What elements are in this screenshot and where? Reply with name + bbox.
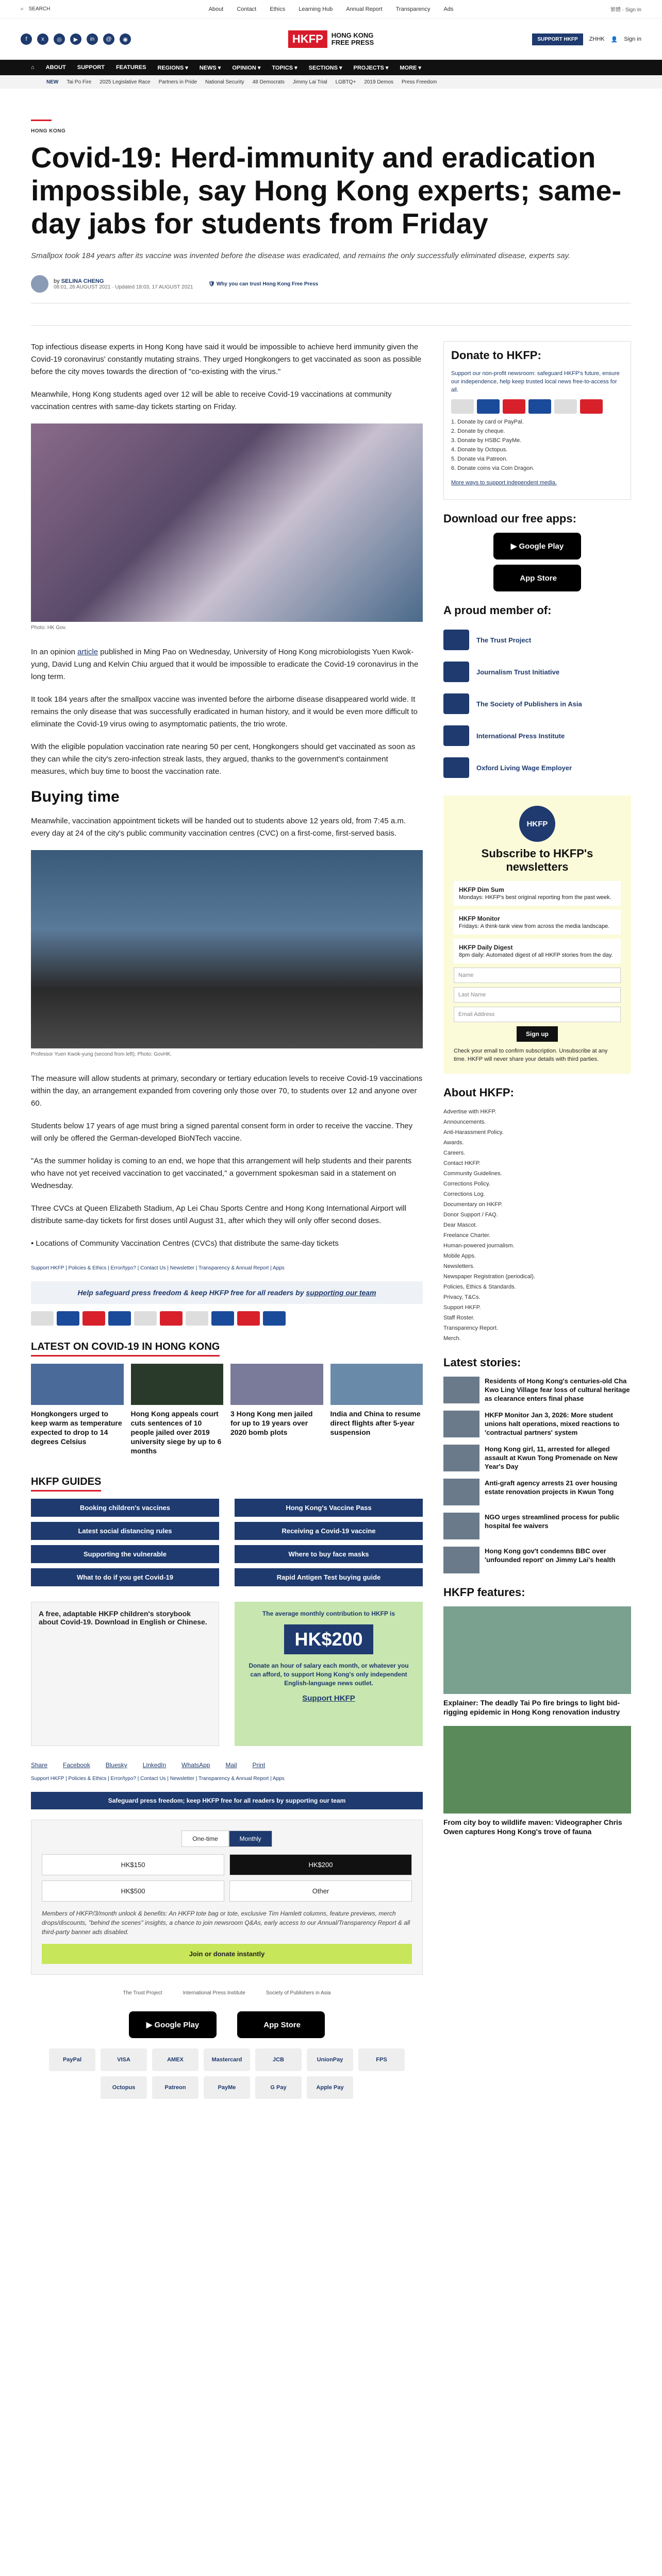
guide-button[interactable]: Receiving a Covid-19 vaccine xyxy=(235,1522,423,1540)
donate-option[interactable]: 1. Donate by card or PayPal. xyxy=(451,419,524,425)
donate-option[interactable]: 2. Donate by cheque. xyxy=(451,428,505,434)
subnav-item[interactable]: Partners in Pride xyxy=(158,79,197,85)
newsletter-note: Check your email to confirm subscription. Unsubscribe at any time. HKFP will never share your details with third parties. xyxy=(454,1048,608,1062)
guide-button[interactable]: Hong Kong's Vaccine Pass xyxy=(235,1499,423,1517)
mast-right xyxy=(532,33,641,45)
thumbnail xyxy=(443,1377,479,1403)
trust-icon: 🛡 xyxy=(208,281,216,287)
trust-logos xyxy=(31,1990,423,1996)
section-title: HKFP GUIDES xyxy=(31,1476,101,1492)
top-left xyxy=(21,6,50,12)
subnav-item[interactable]: Jimmy Lai Trial xyxy=(292,79,327,85)
new-label: NEW xyxy=(46,79,59,85)
footer-links[interactable]: Support HKFP | Policies & Ethics | Error/typo? | Contact Us | Newsletter | Transparency & Annual Report | Apps xyxy=(31,1776,285,1782)
share-facebook[interactable]: Facebook xyxy=(63,1761,90,1769)
widget-title: HKFP features: xyxy=(443,1586,525,1599)
about-link[interactable]: Support HKFP. xyxy=(443,1304,481,1311)
about-link[interactable]: Mobile Apps. xyxy=(443,1253,476,1259)
promo-banners xyxy=(31,1602,423,1746)
top-link-ethics[interactable]: Ethics xyxy=(270,6,286,12)
membership-text: Members of HKFP/3/month unlock & benefits: An HKFP tote bag or tote, exclusive Tim Hamlett columns, feature previews, merch drops/discounts, "behind the scenes" insights, a chance to join newsroom Q&As, early access to our Annual/Transparency Report & all third-party banner ads disabled. xyxy=(42,1910,410,1936)
subnav-item[interactable]: Tai Po Fire xyxy=(67,79,92,85)
amount-option[interactable]: Other xyxy=(229,1880,412,1902)
app-store-button[interactable]: App Store xyxy=(493,565,581,591)
feature-image xyxy=(443,1726,631,1814)
payment-logo: PayPal xyxy=(49,2048,95,2071)
top-bar xyxy=(0,0,662,19)
latest-item[interactable]: India and China to resume direct flights after 5-year suspension xyxy=(330,1364,423,1455)
byline: by SELINA CHENG 08:01, 26 AUGUST 2021 · Updated 18:03, 17 AUGUST 2021 🛡 Why you can trust Hong Kong Free Press xyxy=(31,275,631,293)
about-link[interactable]: Newsletters. xyxy=(443,1263,475,1269)
payment-logo: PayMe xyxy=(204,2076,250,2099)
member-mark-icon xyxy=(443,662,469,682)
feature-item[interactable]: From city boy to wildlife maven: Videographer Chris Owen captures Hong Kong's trove of fauna xyxy=(443,1726,631,1836)
guide-button[interactable]: Supporting the vulnerable xyxy=(31,1545,219,1563)
payment-logo: Apple Pay xyxy=(307,2076,353,2099)
payment-methods xyxy=(31,2048,423,2099)
story-item[interactable]: Hong Kong gov't condemns BBC over 'unfounded report' on Jimmy Lai's health xyxy=(443,1547,631,1573)
thumbnail xyxy=(443,1411,479,1437)
share-print[interactable]: Print xyxy=(252,1761,266,1769)
paragraph: Three CVCs at Queen Elizabeth Stadium, Ap Lei Chau Sports Centre and Hong Kong International Airport will distribute same-day tickets for first doses until August 31, after which they will only offer second doses. xyxy=(31,1204,406,1225)
monthly-option[interactable]: Monthly xyxy=(229,1831,272,1847)
about-link[interactable]: Announcements. xyxy=(443,1119,486,1125)
linkedin-icon[interactable]: in xyxy=(87,33,98,45)
zh-link[interactable]: ZHHK xyxy=(589,36,605,42)
member-logo[interactable]: Oxford Living Wage Employer xyxy=(443,757,631,778)
guide-button[interactable]: What to do if you get Covid-19 xyxy=(31,1568,219,1586)
card-icon xyxy=(134,1311,157,1326)
about-link[interactable]: Policies, Ethics & Standards. xyxy=(443,1284,516,1290)
member-mark-icon xyxy=(443,725,469,746)
card-icon xyxy=(451,399,474,414)
about-link[interactable]: Human-powered journalism. xyxy=(443,1243,515,1249)
card-icon xyxy=(503,399,525,414)
main-nav xyxy=(0,60,662,75)
photo-caption: Professor Yuen Kwok-yung (second from left). Photo: GovHK. xyxy=(31,1052,172,1057)
site-logo[interactable]: HKFP HONG KONG FREE PRESS xyxy=(288,30,374,48)
thumbnail xyxy=(443,1445,479,1471)
donate-option[interactable]: 6. Donate coins via Coin Dragon. xyxy=(451,465,535,471)
about-link[interactable]: Corrections Log. xyxy=(443,1191,485,1197)
section-title: LATEST ON COVID-19 IN HONG KONG xyxy=(31,1341,220,1357)
newsletter-widget xyxy=(443,795,631,1074)
avatar xyxy=(31,275,48,293)
paragraph: Meanwhile, Hong Kong students aged over 12 will be able to receive Covid-19 vaccinations at community vaccination centres with same-day tickets starting on Friday. xyxy=(31,390,392,411)
about-link[interactable]: Donor Support / FAQ. xyxy=(443,1212,498,1218)
paragraph: Students below 17 years of age must bring a signed parental consent form in order to receive the vaccine. They will only be offered the German-developed BioNTech vaccine. xyxy=(31,1122,413,1143)
card-icon xyxy=(477,399,500,414)
frequency-toggle xyxy=(42,1831,412,1847)
member-logo[interactable]: The Society of Publishers in Asia xyxy=(443,693,631,714)
payment-logo: Mastercard xyxy=(204,2048,250,2071)
sidebar xyxy=(443,341,631,2099)
donate-option[interactable]: 5. Donate via Patreon. xyxy=(451,456,508,462)
accent-line xyxy=(31,120,52,121)
thumbnail xyxy=(230,1364,323,1405)
payment-logo: Patreon xyxy=(152,2076,198,2099)
guide-button[interactable]: Booking children's vaccines xyxy=(31,1499,219,1517)
subnav-item[interactable]: National Security xyxy=(205,79,244,85)
rss-icon[interactable]: ◉ xyxy=(120,33,131,45)
top-link-transparency[interactable]: Transparency xyxy=(395,6,431,12)
footer-links[interactable]: Support HKFP | Policies & Ethics | Error/typo? | Contact Us | Newsletter | Transparency & Annual Report | Apps xyxy=(31,1265,285,1271)
about-link[interactable]: Newspaper Registration (periodical). xyxy=(443,1274,535,1280)
donation-promo[interactable]: The average monthly contribution to HKFP is HK$200 Donate an hour of salary each month, or whatever you can afford, to support Hong Kong's only independent English-language news outlet. Support HKFP xyxy=(235,1602,423,1746)
about-link[interactable]: Transparency Report. xyxy=(443,1325,498,1331)
article-link[interactable]: article xyxy=(77,648,98,656)
search-link[interactable]: SEARCH xyxy=(28,6,51,12)
newsletter-option[interactable]: HKFP Daily Digest 8pm daily: Automated digest of all HKFP stories from the day. xyxy=(454,939,621,963)
guide-button[interactable]: Where to buy face masks xyxy=(235,1545,423,1563)
nav-item[interactable]: MORE ▾ xyxy=(400,64,421,71)
author-link[interactable]: SELINA CHENG xyxy=(61,278,104,284)
paragraph: Top infectious disease experts in Hong Kong have said it would be impossible to achieve herd immunity given the Covid-19 coronavirus' constantly mutating strains. They urged Hongkongers to get vaccinated as soon as possible before the city moves towards the direction of "co-existing with the virus." xyxy=(31,343,422,376)
card-icon xyxy=(186,1311,208,1326)
google-play-button[interactable]: ▶ Google Play xyxy=(493,533,581,560)
subnav-item[interactable]: Press Freedom xyxy=(402,79,437,85)
article-photo[interactable] xyxy=(31,850,423,1048)
amount-option[interactable]: HK$500 xyxy=(42,1880,224,1902)
thumbnail xyxy=(443,1479,479,1505)
storybook-promo[interactable]: A free, adaptable HKFP children's storybook about Covid-19. Download in English or Chinese. xyxy=(31,1602,219,1746)
story-item[interactable]: Residents of Hong Kong's centuries-old Cha Kwo Ling Village fear loss of cultural heritage as clearance enters final phase xyxy=(443,1377,631,1403)
article-header xyxy=(0,120,662,326)
guides-grid xyxy=(31,1499,423,1586)
paragraph: With the eligible population vaccination rate nearing 50 per cent, Hongkongers should get vaccinated as soon as they can while the city's zero-infection streak lasts, they argued, thanks to the government's containment measures, which buy time to boost the vaccination rate. xyxy=(31,742,416,776)
top-link-learning[interactable]: Learning Hub xyxy=(299,6,333,12)
article-photo[interactable] xyxy=(31,423,423,622)
subnav-item[interactable]: 48 Democrats xyxy=(252,79,285,85)
guide-button[interactable]: Latest social distancing rules xyxy=(31,1522,219,1540)
nav-item[interactable]: PROJECTS ▾ xyxy=(353,64,389,71)
share-bluesky[interactable]: Bluesky xyxy=(105,1761,127,1769)
share-links xyxy=(31,1761,423,1769)
article-body xyxy=(31,341,423,2099)
widget-title: A proud member of: xyxy=(443,604,552,617)
nav-item[interactable]: ABOUT xyxy=(45,64,66,71)
threads-icon[interactable]: @ xyxy=(103,33,114,45)
thumbnail xyxy=(443,1547,479,1573)
about-link[interactable]: Dear Mascot. xyxy=(443,1222,477,1228)
app-buttons xyxy=(31,2011,423,2038)
story-item[interactable]: Anti-graft agency arrests 21 over housing estate renovation projects in Kwun Tong xyxy=(443,1479,631,1505)
top-link-annual[interactable]: Annual Report xyxy=(346,6,383,12)
card-icon xyxy=(528,399,551,414)
newsletter-option[interactable]: HKFP Dim Sum Mondays: HKFP's best original reporting from the past week. xyxy=(454,881,621,906)
signin-link[interactable]: Sign in xyxy=(624,36,641,42)
name-field[interactable]: Name xyxy=(454,968,621,983)
nav-item[interactable]: SECTIONS ▾ xyxy=(308,64,342,71)
thumbnail xyxy=(131,1364,224,1405)
subnav-item[interactable]: 2019 Demos xyxy=(364,79,394,85)
share-bar xyxy=(31,303,631,326)
trust-logo[interactable]: Society of Publishers in Asia xyxy=(266,1990,331,1996)
about-link[interactable]: Advertise with HKFP. xyxy=(443,1109,496,1115)
about-link[interactable]: Careers. xyxy=(443,1150,466,1156)
subnav-item[interactable]: 2025 Legislative Race xyxy=(100,79,151,85)
payment-logo: JCB xyxy=(255,2048,302,2071)
youtube-icon[interactable]: ▶ xyxy=(70,33,81,45)
play-icon: ▶ xyxy=(510,542,517,551)
about-link[interactable]: Freelance Charter. xyxy=(443,1232,491,1239)
social-icons xyxy=(21,33,131,45)
list-item: • Locations of Community Vaccination Centres (CVCs) that distribute the same-day tickets xyxy=(31,1239,339,1248)
signup-button[interactable]: Sign up xyxy=(517,1026,558,1042)
payment-logo: FPS xyxy=(358,2048,405,2071)
trust-logo[interactable]: The Trust Project xyxy=(123,1990,162,1996)
instagram-icon[interactable]: ◎ xyxy=(54,33,65,45)
card-icon xyxy=(57,1311,79,1326)
home-icon[interactable]: ⌂ xyxy=(31,64,35,71)
about-link[interactable]: Awards. xyxy=(443,1140,464,1146)
thumbnail xyxy=(330,1364,423,1405)
photo-caption: Photo: HK Gov. xyxy=(31,625,67,631)
sidebar-apps xyxy=(443,533,631,591)
payment-logo: AMEX xyxy=(152,2048,198,2071)
top-link-ads[interactable]: Ads xyxy=(443,6,454,12)
support-banner[interactable]: Safeguard press freedom; keep HKFP free for all readers by supporting our team xyxy=(31,1792,423,1809)
payment-strip xyxy=(31,1311,423,1326)
about-link[interactable]: Documentary on HKFP. xyxy=(443,1201,503,1208)
google-play-button[interactable]: ▶ Google Play xyxy=(129,2011,217,2038)
about-link[interactable]: Contact HKFP. xyxy=(443,1160,481,1166)
more-ways-link[interactable]: More ways to support independent media. xyxy=(451,480,557,486)
member-logos xyxy=(443,624,631,783)
facebook-icon[interactable]: f xyxy=(21,33,32,45)
donate-option[interactable]: 3. Donate by HSBC PayMe. xyxy=(451,437,522,444)
share-link[interactable]: Share xyxy=(31,1761,48,1769)
twitter-icon[interactable]: x xyxy=(37,33,48,45)
payment-strip xyxy=(451,399,623,414)
lang-switch[interactable]: 繁體 · Sign In xyxy=(610,7,641,13)
nav-item[interactable]: REGIONS ▾ xyxy=(157,64,188,71)
paragraph: In an opinion article published in Ming Pao on Wednesday, University of Hong Kong microbiologists Yuen Kwok-yung, David Lung and Kelvin Chiu argued that it would be impossible to eradicate the Covid-19 coronavirus in the long term. xyxy=(31,648,419,681)
app-store-button[interactable]: App Store xyxy=(237,2011,325,2038)
paragraph: The measure will allow students at primary, secondary or tertiary education levels to receive Covid-19 vaccinations within the day, an arrangement expanded from covering only those over 70, to students over 12 and anyone over 60. xyxy=(31,1074,423,1108)
publish-date: 08:01, 26 AUGUST 2021 xyxy=(54,284,111,290)
amount-option[interactable]: HK$200 xyxy=(229,1854,412,1875)
about-links xyxy=(443,1107,631,1344)
feature-item[interactable]: Explainer: The deadly Tai Po fire brings to light bid-rigging epidemic in Hong Kong renovation industry xyxy=(443,1606,631,1717)
card-icon xyxy=(554,399,577,414)
one-time-option[interactable]: One-time xyxy=(181,1831,228,1847)
amount-badge: HK$200 xyxy=(284,1624,373,1654)
donate-widget xyxy=(443,341,631,500)
updated-date: Updated 18:03, 17 AUGUST 2021 xyxy=(115,284,193,290)
latest-item[interactable]: Hongkongers urged to keep warm as temperature expected to drop to 14 degrees Celsius xyxy=(31,1364,124,1455)
card-icon xyxy=(31,1311,54,1326)
widget-title: Download our free apps: xyxy=(443,512,576,525)
payment-logo: VISA xyxy=(101,2048,147,2071)
payment-logo: Octopus xyxy=(101,2076,147,2099)
email-field[interactable]: Email Address xyxy=(454,1007,621,1022)
story-item[interactable]: Hong Kong girl, 11, arrested for alleged assault at Kwun Tong Promenade on New Year's Day xyxy=(443,1445,631,1471)
donation-box xyxy=(31,1820,423,1975)
share-linkedin[interactable]: LinkedIn xyxy=(142,1761,167,1769)
standfirst: Smallpox took 184 years after its vaccine was invented before the disease was eradicated, and remains the only successfully eliminated disease, experts say. xyxy=(31,251,571,260)
feature-image xyxy=(443,1606,631,1694)
paragraph: It took 184 years after the smallpox vaccine was invented before the airborne disease disappeared world wide. It remains the only disease that was successfully eradicated in human history, and it would be even more difficult to eliminate the Covid-19 virus owing to asymptomatic patients, the trio wrote. xyxy=(31,695,418,728)
newsletter-option[interactable]: HKFP Monitor Fridays: A think-tank view from across the media landscape. xyxy=(454,910,621,935)
support-link[interactable]: supporting our team xyxy=(306,1289,376,1297)
top-link-about[interactable]: About xyxy=(208,6,224,12)
member-logo[interactable]: The Trust Project xyxy=(443,630,631,650)
kicker[interactable]: HONG KONG xyxy=(31,128,66,134)
latest-list xyxy=(31,1364,423,1455)
newsletter-logo: HKFP xyxy=(519,806,555,842)
story-item[interactable]: HKFP Monitor Jan 3, 2026: More student unions halt operations, mixed reactions to 'contractual partners' system xyxy=(443,1411,631,1437)
about-link[interactable]: Corrections Policy. xyxy=(443,1181,490,1187)
card-icon xyxy=(580,399,603,414)
card-icon xyxy=(108,1311,131,1326)
support-button[interactable]: SUPPORT HKFP xyxy=(532,33,583,45)
member-logo[interactable]: Journalism Trust Initiative xyxy=(443,662,631,682)
about-link[interactable]: Privacy, T&Cs. xyxy=(443,1294,481,1300)
support-link[interactable]: Support HKFP xyxy=(302,1694,355,1703)
nav-item[interactable]: NEWS ▾ xyxy=(199,64,221,71)
guide-button[interactable]: Rapid Antigen Test buying guide xyxy=(235,1568,423,1586)
paragraph: "As the summer holiday is coming to an end, we hope that this arrangement will help students and their parents who have not yet received vaccination to get vaccinated," a government spokesman said in a statement on Wednesday. xyxy=(31,1157,412,1190)
masthead xyxy=(0,19,662,60)
paragraph: Meanwhile, vaccination appointment tickets will be handed out to students above 12 years old, from 7:45 a.m. every day at 24 of the city's public community vaccination centres (CVC) on a first-come, first-served basis. xyxy=(31,817,406,838)
thumbnail xyxy=(443,1513,479,1539)
story-item[interactable]: NGO urges streamlined process for public hospital fee waivers xyxy=(443,1513,631,1539)
subnav-item[interactable]: LGBTQ+ xyxy=(335,79,356,85)
last-name-field[interactable]: Last Name xyxy=(454,987,621,1003)
member-mark-icon xyxy=(443,757,469,778)
thumbnail xyxy=(31,1364,124,1405)
trust-link[interactable]: 🛡 Why you can trust Hong Kong Free Press xyxy=(208,281,319,287)
card-icon xyxy=(160,1311,183,1326)
support-promo: Help safeguard press freedom & keep HKFP free for all readers by supporting our team xyxy=(31,1281,423,1304)
card-icon xyxy=(82,1311,105,1326)
user-icon[interactable]: 👤 xyxy=(610,36,618,43)
widget-title: Donate to HKFP: xyxy=(451,349,541,362)
nav-item[interactable]: SUPPORT xyxy=(77,64,105,71)
member-mark-icon xyxy=(443,693,469,714)
member-logo[interactable]: International Press Institute xyxy=(443,725,631,746)
play-icon: ▶ xyxy=(146,2021,153,2029)
widget-title: Latest stories: xyxy=(443,1356,521,1369)
card-icon xyxy=(263,1311,286,1326)
top-link-contact[interactable]: Contact xyxy=(237,6,257,12)
join-button[interactable]: Join or donate instantly xyxy=(42,1944,412,1964)
nav-item[interactable]: TOPICS ▾ xyxy=(272,64,297,71)
nav-item[interactable]: FEATURES xyxy=(115,64,146,71)
about-link[interactable]: Community Guidelines. xyxy=(443,1171,502,1177)
latest-item[interactable]: Hong Kong appeals court cuts sentences of 10 people jailed over 2019 university siege by up to 6 months xyxy=(131,1364,224,1455)
share-whatsapp[interactable]: WhatsApp xyxy=(181,1761,210,1769)
widget-title: About HKFP: xyxy=(443,1086,514,1099)
donate-lead[interactable]: Support our non-profit newsroom: safeguard HKFP's future, ensure our independence, help keep trusted local news free-to-access for all. xyxy=(451,370,620,393)
latest-stories xyxy=(443,1377,631,1573)
share-mail[interactable]: Mail xyxy=(225,1761,237,1769)
card-icon xyxy=(237,1311,260,1326)
member-mark-icon xyxy=(443,630,469,650)
content-area xyxy=(0,341,662,2099)
subheading: Buying time xyxy=(31,788,120,805)
latest-item[interactable]: 3 Hong Kong men jailed for up to 19 years over 2020 bomb plots xyxy=(230,1364,323,1455)
card-icon xyxy=(211,1311,234,1326)
about-link[interactable]: Merch. xyxy=(443,1335,461,1342)
search-icon[interactable]: ⌕ xyxy=(21,6,24,12)
nav-item[interactable]: OPINION ▾ xyxy=(232,64,261,71)
payment-logo: G Pay xyxy=(255,2076,302,2099)
sub-nav xyxy=(0,75,662,89)
payment-logo: UnionPay xyxy=(307,2048,353,2071)
about-link[interactable]: Staff Roster. xyxy=(443,1315,475,1321)
amount-options xyxy=(42,1854,412,1902)
about-link[interactable]: Anti-Harassment Policy. xyxy=(443,1129,504,1136)
page-title: Covid-19: Herd-immunity and eradication impossible, say Hong Kong experts; same-day jabs for students from Friday xyxy=(31,141,622,240)
amount-option[interactable]: HK$150 xyxy=(42,1854,224,1875)
widget-title: Subscribe to HKFP's newsletters xyxy=(481,847,593,873)
donate-option[interactable]: 4. Donate by Octopus. xyxy=(451,447,508,453)
trust-logo[interactable]: International Press Institute xyxy=(183,1990,245,1996)
